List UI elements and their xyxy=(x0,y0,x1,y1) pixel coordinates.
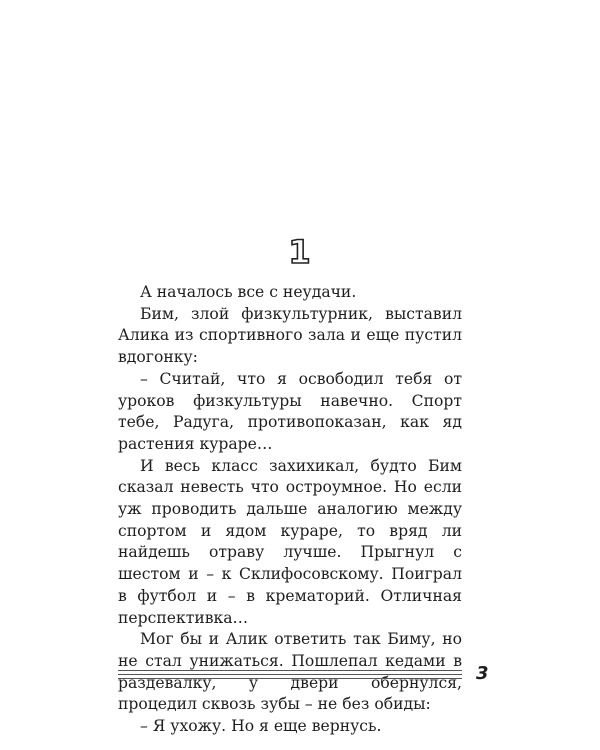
page-number: 3 xyxy=(476,663,489,684)
footer-rule-line xyxy=(118,678,462,679)
paragraph: – Считай, что я освободил тебя от уроков физкультуры навечно. Спорт тебе, Радуга, противопоказан, как яд растения кураре… xyxy=(118,369,462,453)
paragraph: – Я ухожу. Но я еще вернусь. xyxy=(140,717,382,736)
chapter-number: 1 xyxy=(288,233,312,271)
footer-rules xyxy=(118,670,462,682)
footer-rule-line xyxy=(118,670,462,671)
paragraph: Бим, злой физкультурник, выставил Алика из спортивного зала и еще пустил вдогонку: xyxy=(118,304,462,367)
footer-rule-line xyxy=(118,674,462,675)
paragraph: И весь класс захихикал, будто Бим сказал невесть что остроумное. Но если уж проводить дальше аналогию между спортом и ядом кураре, то вряд ли найдешь отраву лучше. Прыгнул с шестом и – к Склифосовскому. Поиграл в футбол и – в крематорий. Отличная перспективка… xyxy=(118,456,462,627)
paragraph: А началось все с неудачи. xyxy=(140,283,357,301)
paragraph: Мог бы и Алик ответить так Биму, но не стал унижаться. Пошлепал кедами в раздевалку, у двери обернулся, процедил сквозь зубы – не без обиды: xyxy=(118,630,462,714)
